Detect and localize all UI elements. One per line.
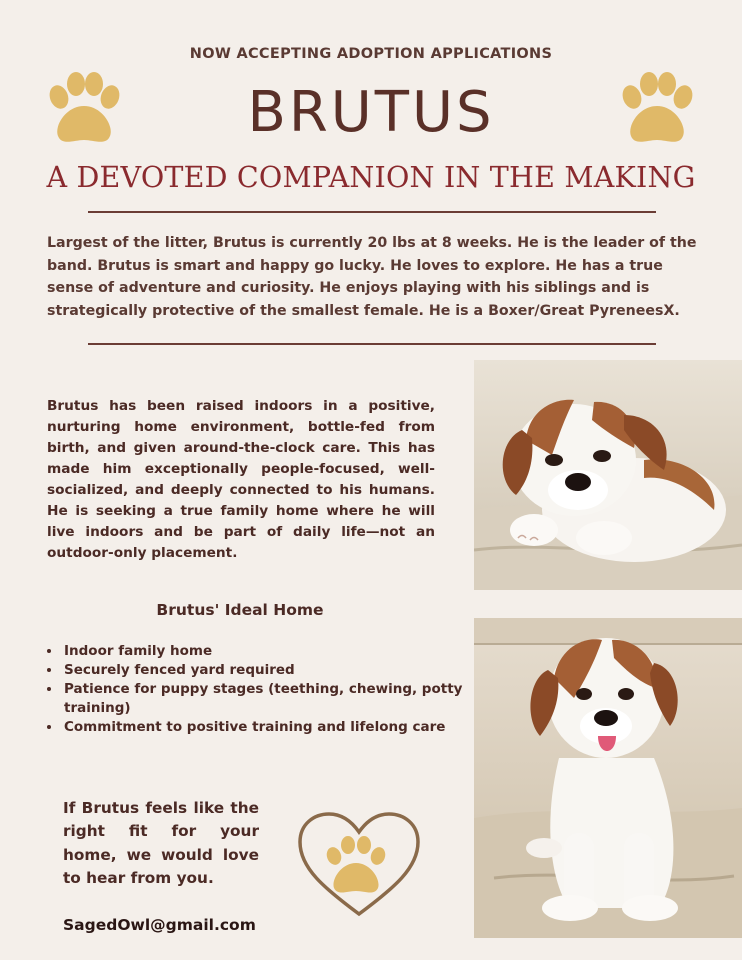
page-title: BRUTUS <box>247 80 495 145</box>
raised-paragraph: Brutus has been raised indoors in a positive, nurturing home environment, bottle-fed from birth, and given around-the-clock care. This has made him exceptionally people-focused, well-socialized, and deeply connected to his humans. He is seeking a true family home where he will live indoors and be part of daily life—not an outdoor-only placement. <box>47 398 435 561</box>
intro-paragraph: Largest of the litter, Brutus is currently 20 lbs at 8 weeks. He is the leader of the band. Brutus is smart and happy go lucky. He loves to explore. He has a true sense of adventure and curiosity. He enjoys playing with his siblings and is strategically protective of the smallest female. He is a Boxer/Great PyreneesX. <box>47 235 697 319</box>
closing-paragraph: If Brutus feels like the right fit for your home, we would love to hear from you. <box>63 799 259 888</box>
page-subtitle: A DEVOTED COMPANION IN THE MAKING <box>46 161 696 194</box>
banner-text: NOW ACCEPTING ADOPTION APPLICATIONS <box>189 46 553 62</box>
list-item: • Securely fenced yard required <box>62 661 482 680</box>
puppy-photo-sitting <box>474 618 742 938</box>
ideal-home-list <box>48 642 482 737</box>
contact-email[interactable]: SagedOwl@gmail.com <box>63 916 256 934</box>
list-item: • Patience for puppy stages (teething, chewing, potty training) <box>62 680 482 718</box>
list-item: • Indoor family home <box>62 642 482 661</box>
puppy-photo-lying <box>474 360 742 590</box>
heart-paw-icon <box>294 808 424 920</box>
divider <box>88 343 656 345</box>
ideal-home-heading: Brutus' Ideal Home <box>156 601 324 619</box>
list-item: • Commitment to positive training and lifelong care <box>62 718 482 737</box>
divider <box>88 211 656 213</box>
